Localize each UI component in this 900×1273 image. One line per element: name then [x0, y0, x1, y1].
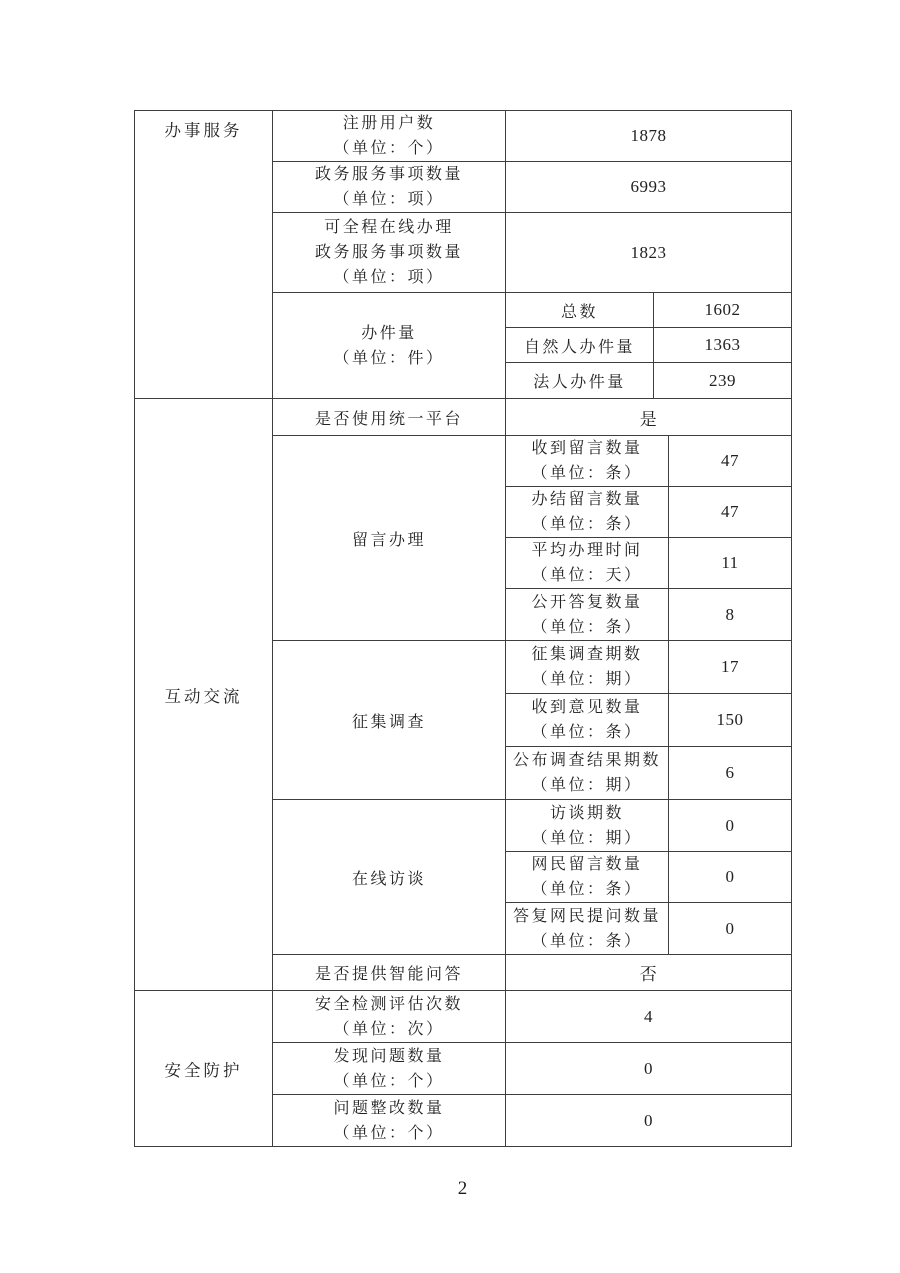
row-label-name2: 政务服务事项数量: [314, 244, 463, 261]
subrow-value: 47: [669, 487, 792, 538]
subrow-value: 0: [669, 800, 792, 852]
row-label-name: 办件量: [361, 324, 417, 342]
subrow-value: 1602: [654, 293, 792, 328]
row-label: [273, 162, 506, 213]
row-label-unit: （单位：件）: [333, 349, 445, 367]
category-label-security: 安全防护: [135, 991, 273, 1147]
row-label: 征集调查: [273, 641, 506, 800]
row-label: [273, 213, 506, 293]
row-label: [273, 1095, 506, 1147]
row-value: 否: [506, 955, 792, 991]
subrow-value: 0: [669, 903, 792, 955]
row-label-unit: （单位：个）: [333, 140, 445, 157]
row-label-name: 注册用户数: [342, 115, 436, 132]
row-label: [273, 111, 506, 162]
row-label-name: 政务服务事项数量: [314, 166, 463, 183]
row-value: 6993: [506, 162, 792, 213]
subrow-label: [506, 487, 669, 538]
row-value: 0: [506, 1043, 792, 1095]
subrow-label-unit: （单位：条）: [531, 881, 643, 898]
subrow-value: 1363: [654, 328, 792, 363]
row-label-unit: （单位：次）: [333, 1020, 445, 1038]
subrow-value: 8: [669, 589, 792, 641]
subrow-label: 法人办件量: [506, 363, 654, 399]
row-label-unit: （单位：项）: [333, 191, 445, 208]
row-label: [273, 991, 506, 1043]
subrow-label-name: 网民留言数量: [531, 856, 643, 873]
subrow-label: [506, 538, 669, 589]
subrow-label-name: 平均办理时间: [531, 542, 643, 559]
subrow-label-unit: （单位：条）: [531, 724, 643, 741]
page-number: 2: [457, 1178, 468, 1199]
subrow-value: 47: [669, 436, 792, 487]
subrow-value: 0: [669, 852, 792, 903]
row-label: 留言办理: [273, 436, 506, 641]
subrow-label-name: 公布调查结果期数: [512, 752, 661, 769]
row-label-name: 可全程在线办理: [324, 219, 454, 236]
row-label-name: 发现问题数量: [333, 1047, 445, 1065]
subrow-label: [506, 641, 669, 694]
subrow-label-name: 办结留言数量: [531, 491, 643, 508]
table-row: [135, 399, 792, 436]
subrow-value: 17: [669, 641, 792, 694]
table-row: [135, 991, 792, 1043]
row-value: 是: [506, 399, 792, 436]
category-label-interaction: 互动交流: [135, 399, 273, 991]
row-value: 4: [506, 991, 792, 1043]
subrow-label-unit: （单位：期）: [531, 777, 643, 794]
subrow-label: [506, 747, 669, 800]
subrow-label-name: 征集调查期数: [531, 646, 643, 663]
row-label: 是否使用统一平台: [273, 399, 506, 436]
row-label-name: 问题整改数量: [333, 1099, 445, 1117]
row-label-unit: （单位：个）: [333, 1124, 445, 1142]
subrow-value: 150: [669, 694, 792, 747]
subrow-label: [506, 852, 669, 903]
category-label-services: 办事服务: [135, 111, 273, 399]
row-label-unit: （单位：项）: [333, 269, 445, 286]
subrow-label-name: 收到留言数量: [531, 440, 643, 457]
subrow-label-name: 收到意见数量: [531, 699, 643, 716]
row-label: [273, 1043, 506, 1095]
subrow-value: 11: [669, 538, 792, 589]
subrow-label-unit: （单位：条）: [531, 618, 643, 636]
subrow-label: [506, 800, 669, 852]
subrow-label-unit: （单位：条）: [531, 465, 643, 482]
row-value: 1878: [506, 111, 792, 162]
row-label-unit: （单位：个）: [333, 1072, 445, 1090]
subrow-label-name: 答复网民提问数量: [512, 907, 661, 925]
subrow-value: 6: [669, 747, 792, 800]
row-label: 在线访谈: [273, 800, 506, 955]
subrow-label: [506, 694, 669, 747]
report-table: [134, 110, 792, 1147]
subrow-label: 自然人办件量: [506, 328, 654, 363]
row-value: 1823: [506, 213, 792, 293]
subrow-label: 总数: [506, 293, 654, 328]
row-value: 0: [506, 1095, 792, 1147]
subrow-label-unit: （单位：期）: [531, 829, 643, 847]
subrow-label-unit: （单位：期）: [531, 671, 643, 688]
row-label: 是否提供智能问答: [273, 955, 506, 991]
subrow-value: 239: [654, 363, 792, 399]
table-row: [135, 111, 792, 162]
subrow-label: [506, 589, 669, 641]
row-label-name: 安全检测评估次数: [314, 995, 463, 1013]
row-label: [273, 293, 506, 399]
subrow-label-name: 访谈期数: [549, 804, 624, 822]
subrow-label-unit: （单位：天）: [531, 567, 643, 584]
subrow-label: [506, 436, 669, 487]
subrow-label: [506, 903, 669, 955]
subrow-label-unit: （单位：条）: [531, 932, 643, 950]
subrow-label-unit: （单位：条）: [531, 516, 643, 533]
subrow-label-name: 公开答复数量: [531, 593, 643, 611]
